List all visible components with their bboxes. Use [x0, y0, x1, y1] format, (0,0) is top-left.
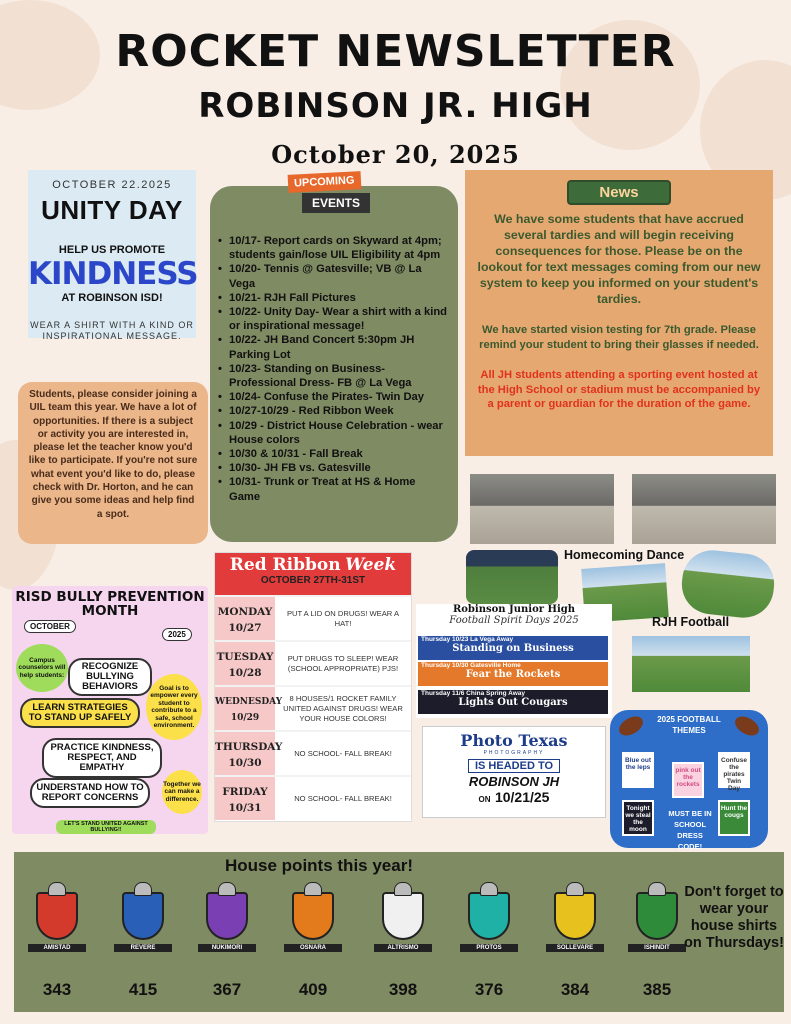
school-name: ROBINSON JR. HIGH: [198, 86, 593, 126]
day-name: FRIDAY: [222, 786, 268, 798]
badge-upcoming: UPCOMING: [288, 171, 361, 193]
red-ribbon-day: [215, 595, 411, 640]
crest-helmet-icon: [394, 882, 412, 896]
house-points-panel: [14, 852, 784, 1012]
photo-texas-flyer: [422, 726, 606, 818]
day-theme: 8 HOUSES/1 ROCKET FAMILY UNITED AGAINST DRUGS! WEAR YOUR HOUSE COLORS!: [283, 693, 403, 723]
badge-events: EVENTS: [302, 193, 370, 213]
football-themes: [610, 710, 768, 851]
red-ribbon-dates: OCTOBER 27TH-31ST: [260, 575, 366, 586]
day-theme: NO SCHOOL- FALL BREAK!: [294, 748, 392, 758]
red-ribbon-day: [215, 775, 411, 820]
day-name: MONDAY: [217, 606, 273, 618]
practice-pill: PRACTICE KINDNESS, RESPECT, AND EMPATHY: [42, 738, 162, 778]
day-date: 10/28: [228, 667, 262, 679]
crest-banner: ALTRISMO: [374, 944, 432, 952]
event-item: • 10/30 & 10/31 - Fall Break: [218, 447, 448, 461]
football-spirit-days: [416, 604, 612, 718]
crest-banner: OSNARA: [284, 944, 342, 952]
day-theme: PUT DRUGS TO SLEEP! WEAR (SCHOOL APPROPRIATE) PJS!: [287, 653, 399, 673]
spirit-day: [418, 636, 608, 660]
house-points: 343: [42, 980, 72, 999]
themes-title: 2025 FOOTBALL THEMES: [657, 715, 721, 735]
crest-helmet-icon: [566, 882, 584, 896]
football-icon: [732, 713, 763, 740]
theme-card: Hunt the cougs: [718, 800, 750, 836]
red-ribbon-week: [214, 552, 412, 822]
day-date: 10/27: [228, 622, 262, 634]
house-crest: [112, 882, 174, 974]
house-shirt-reminder: Don't forget to wear your house shirts on Thursdays!: [684, 884, 784, 951]
red-ribbon-week-label: Week: [345, 555, 397, 575]
spirit-day-line: Thursday 10/23 La Vega Away: [421, 636, 514, 643]
counselors-burst: Campus counselors will help students:: [16, 644, 68, 692]
event-item: • 10/21- RJH Fall Pictures: [218, 291, 448, 305]
unity-wear: WEAR A SHIRT WITH A KIND OR INSPIRATIONAL MESSAGE.: [30, 320, 194, 341]
upcoming-events-badge: [288, 172, 370, 228]
crest-shield-icon: [292, 892, 334, 940]
learn-pill: LEARN STRATEGIES TO STAND UP SAFELY: [20, 698, 140, 728]
goal-burst: Goal is to empower every student to contribute to a safe, school environment.: [146, 674, 202, 740]
day-date: 10/29: [230, 713, 260, 723]
spirit-day-theme: Fear the Rockets: [465, 669, 561, 680]
crest-banner: AMISTAD: [28, 944, 86, 952]
house-points: 376: [474, 980, 504, 999]
football-caption: RJH Football: [652, 615, 730, 629]
together-burst: Together we can make a difference.: [162, 770, 202, 814]
spirit-day-line: Thursday 11/6 China Spring Away: [421, 690, 526, 697]
unity-day-flyer: [28, 170, 198, 341]
theme-card: Confuse the pirates Twin Day: [718, 752, 750, 788]
unity-help: HELP US PROMOTE: [58, 244, 166, 256]
spirit-day: [418, 690, 608, 714]
understand-pill: UNDERSTAND HOW TO REPORT CONCERNS: [30, 778, 150, 808]
crest-banner: NUKIMORI: [198, 944, 256, 952]
news-sporting-event: All JH students attending a sporting event hosted at the High School or stadium must be accompanied by a parent or guardian for the duration of the game.: [477, 369, 761, 410]
bully-year: 2025: [162, 628, 192, 641]
spirit-day: [418, 662, 608, 686]
crest-helmet-icon: [648, 882, 666, 896]
ptx-sub: PHOTOGRAPHY: [483, 750, 545, 756]
event-item: • 10/22- JH Band Concert 5:30pm JH Parking Lot: [218, 333, 448, 361]
event-item: • 10/30- JH FB vs. Gatesville: [218, 461, 448, 475]
event-item: • 10/22- Unity Day- Wear a shirt with a kind or inspirational message!: [218, 305, 448, 333]
event-item: • 10/23- Standing on Business- Professional Dress- FB @ La Vega: [218, 362, 448, 390]
crest-shield-icon: [382, 892, 424, 940]
house-crest: [196, 882, 258, 974]
crest-helmet-icon: [480, 882, 498, 896]
news-vision: We have started vision testing for 7th grade. Please remind your student to bring their glasses if needed.: [479, 324, 759, 351]
house-points: 415: [128, 980, 158, 999]
house-crest: [458, 882, 520, 974]
house-crest: [26, 882, 88, 974]
football-photo: [466, 550, 558, 604]
event-item: • 10/29 - District House Celebration - wear House colors: [218, 419, 448, 447]
homecoming-photo: [470, 474, 614, 544]
red-ribbon-day: [215, 730, 411, 775]
ptx-on: ON: [478, 795, 491, 804]
house-points: 385: [642, 980, 672, 999]
house-points: 398: [388, 980, 418, 999]
spirit-day-theme: Lights Out Cougars: [458, 697, 568, 708]
event-item: • 10/31- Trunk or Treat at HS & Home Game: [218, 475, 448, 503]
red-ribbon-day: [215, 685, 411, 730]
crest-shield-icon: [206, 892, 248, 940]
day-date: 10/30: [228, 757, 262, 769]
spirit-title: Football Spirit Days 2025: [449, 615, 579, 626]
themes-note: MUST BE IN SCHOOL DRESS CODE!: [668, 809, 712, 851]
house-points: 409: [298, 980, 328, 999]
united-banner: LET'S STAND UNITED AGAINST BULLYING!!: [56, 820, 156, 834]
uil-notice: [18, 382, 208, 544]
spirit-school: Robinson Junior High: [452, 604, 576, 615]
crest-helmet-icon: [218, 882, 236, 896]
spirit-day-theme: Standing on Business: [452, 643, 574, 654]
house-crest: [372, 882, 434, 974]
theme-card: Blue out the leps: [622, 752, 654, 788]
newsletter-title: ROCKET NEWSLETTER: [115, 26, 676, 77]
day-theme: NO SCHOOL- FALL BREAK!: [294, 793, 392, 803]
day-date: 10/31: [228, 802, 262, 814]
crest-helmet-icon: [48, 882, 66, 896]
house-crest: [544, 882, 606, 974]
day-theme: PUT A LID ON DRUGS! WEAR A HAT!: [286, 608, 400, 628]
event-item: • 10/24- Confuse the Pirates- Twin Day: [218, 390, 448, 404]
homecoming-photo: [632, 474, 776, 544]
crest-shield-icon: [636, 892, 678, 940]
news-heading: News: [567, 180, 670, 205]
ptx-school: ROBINSON JH: [468, 774, 560, 789]
red-ribbon-title: Red Ribbon: [229, 555, 341, 575]
event-item: • 10/27-10/29 - Red Ribbon Week: [218, 404, 448, 418]
crest-banner: ISHINDIT: [628, 944, 686, 952]
bully-prevention-flyer: [12, 586, 208, 834]
day-name: TUESDAY: [216, 651, 274, 663]
bully-title: RISD BULLY PREVENTION MONTH: [15, 589, 205, 619]
crest-banner: PROTOS: [460, 944, 518, 952]
unity-isd: AT ROBINSON ISD!: [61, 292, 163, 304]
unity-date: OCTOBER 22.2025: [52, 179, 172, 191]
theme-card: Tonight we steal the moon: [622, 800, 654, 836]
day-name: WEDNESDAY: [215, 697, 283, 707]
house-points: 367: [212, 980, 242, 999]
crest-shield-icon: [122, 892, 164, 940]
theme-card: pink out the rockets: [672, 762, 704, 798]
uil-text: Students, please consider joining a UIL team this year. We have a lot of opportunities. If there is a subject or activity you are interested in, please let the teacher know you'd like to participate. If you're not sure what event you'd like to do, please check with Dr. Horton, and he can give you some ideas and help find a spot.: [28, 389, 198, 520]
crest-banner: REVERE: [114, 944, 172, 952]
unity-kindness: KINDNESS: [28, 256, 198, 292]
house-points: 384: [560, 980, 590, 999]
event-item: • 10/17- Report cards on Skyward at 4pm; students gain/lose UIL Eligibility at 4pm: [218, 234, 448, 262]
newsletter-date: October 20, 2025: [271, 140, 520, 169]
day-name: THURSDAY: [215, 741, 283, 753]
event-item: • 10/20- Tennis @ Gatesville; VB @ La Vega: [218, 262, 448, 290]
spirit-day-line: Thursday 10/30 Gatesville Home: [421, 662, 521, 669]
crest-helmet-icon: [134, 882, 152, 896]
crest-shield-icon: [468, 892, 510, 940]
bully-month: OCTOBER: [24, 620, 76, 633]
unity-title: UNITY DAY: [41, 195, 183, 225]
events-list: [218, 234, 448, 504]
football-photo: [632, 636, 750, 692]
ptx-brand: Photo Texas: [460, 731, 568, 750]
football-icon: [616, 713, 647, 740]
news-panel: [465, 170, 773, 456]
red-ribbon-header: [215, 553, 411, 595]
football-photo: [679, 547, 777, 620]
upcoming-events-panel: [210, 186, 458, 542]
ptx-date: 10/21/25: [494, 789, 550, 805]
crest-shield-icon: [554, 892, 596, 940]
house-crest: [282, 882, 344, 974]
crest-helmet-icon: [304, 882, 322, 896]
crest-banner: SOLLEVARE: [546, 944, 604, 952]
house-points-heading: House points this year!: [225, 856, 413, 875]
recognize-pill: RECOGNIZE BULLYING BEHAVIORS: [68, 658, 152, 696]
crest-shield-icon: [36, 892, 78, 940]
house-crest: [626, 882, 688, 974]
ptx-headed: IS HEADED TO: [468, 759, 560, 773]
red-ribbon-day: [215, 640, 411, 685]
news-tardies: We have some students that have accrued several tardies and will begin receiving consequences for those. Please be on the lookout for text messages coming from our new system to keep you informed on your student's tardies.: [477, 212, 761, 306]
homecoming-caption: Homecoming Dance: [564, 548, 685, 562]
